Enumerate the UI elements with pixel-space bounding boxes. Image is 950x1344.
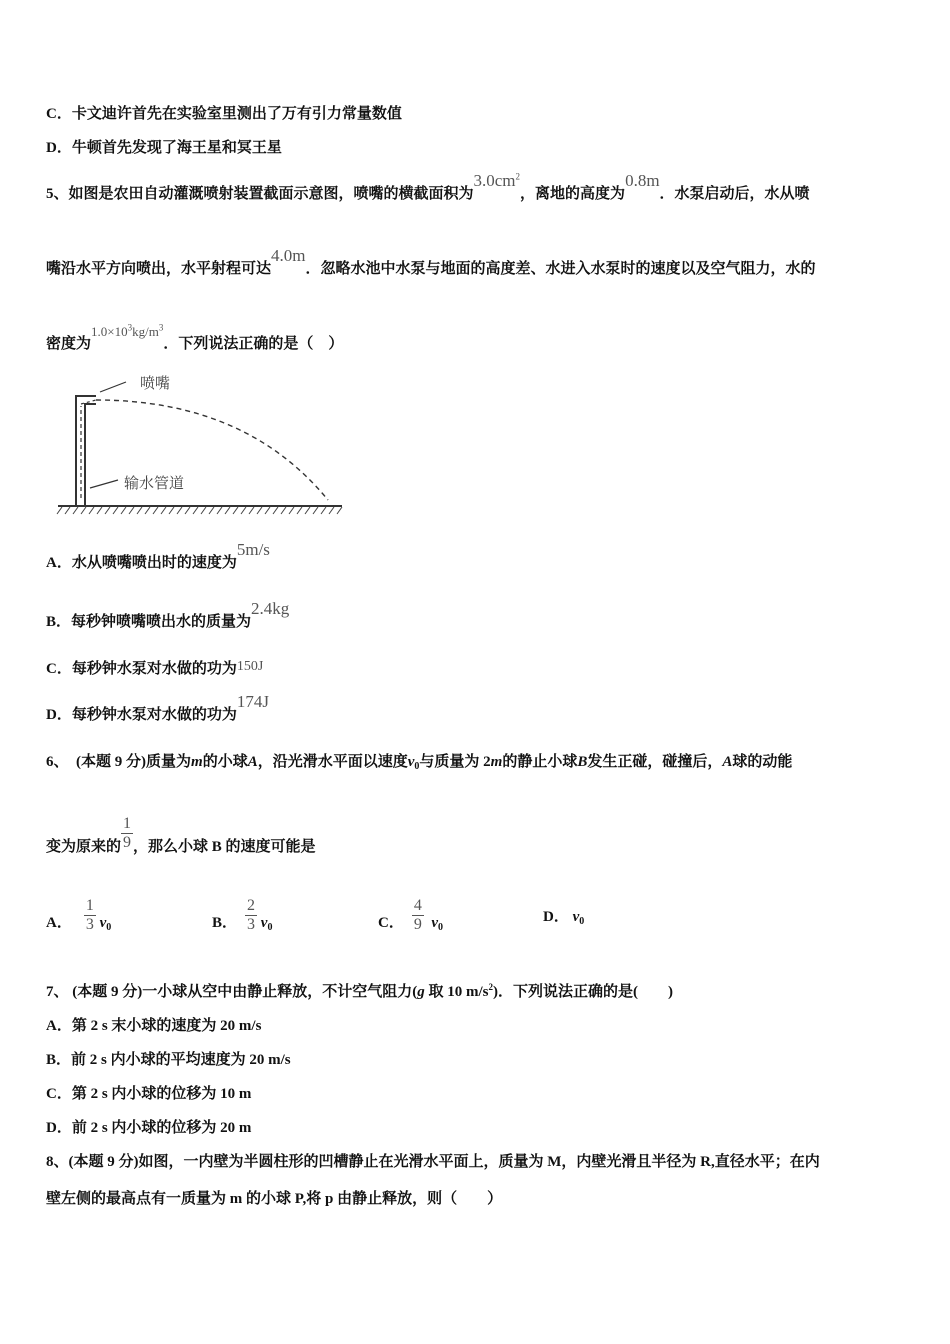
option-d-value: 174J [236, 692, 269, 711]
q5-option-a: A．水从喷嘴喷出时的速度为5m/s [46, 540, 270, 571]
q7-stem: 7、 (本题 9 分)一小球从空中由静止释放，不计空气阻力(g 取 10 $m/s^2$)．下列说法正确的是( ) [46, 982, 674, 1000]
nozzle-label: 喷嘴 [140, 374, 171, 392]
q4-option-d: D．牛顿首先发现了海王星和冥王星 [46, 140, 282, 156]
q5-stem-line3: 密度为$1.0\times 10^3kg/m^3$．下列说法正确的是（ ） [46, 322, 344, 352]
pipe-label: 输水管道 [124, 474, 185, 492]
q8-stem-line1: 8、(本题 9 分)如图，一内壁为半圆柱形的凹槽静止在光滑水平面上，质量为 M，内壁光滑且半径为 R,直径水平；在内 [46, 1154, 820, 1170]
option-c-value: 150J [236, 659, 264, 674]
q5-stem-line1: 5、如图是农田自动灌溉喷射装置截面示意图，喷嘴的横截面积为$3.0cm^2$，离地的高度为0.8m．水泵启动后，水从喷 [46, 171, 810, 202]
q7-option-a: A．第 2 s 末小球的速度为 20 m/s [46, 1018, 262, 1034]
q5-option-c: C．每秒钟水泵对水做的功为150J [46, 659, 264, 677]
q6-option-a: A． $\frac{1}{3}$ $v_0$ [46, 897, 112, 933]
area-value: $3.0cm^2$ [473, 171, 521, 190]
option-b-value: 2.4kg [251, 599, 290, 618]
option-a-value: 5m/s [236, 540, 270, 559]
height-value: 0.8m [625, 171, 660, 190]
q7-option-d: D．前 2 s 内小球的位移为 20 m [46, 1120, 252, 1136]
sprinkler-diagram [56, 368, 346, 518]
q8-stem-line2: 壁左侧的最高点有一质量为 m 的小球 P,将 p 由静止释放，则（ ） [46, 1191, 503, 1207]
q6-stem-line2: 变为原来的 $\frac{1}{9}$ ，那么小球 B 的速度可能是 [46, 815, 316, 855]
q5-stem-line2: 嘴沿水平方向喷出，水平射程可达4.0m．忽略水池中水泵与地面的高度差、水进入水泵时的速度以及空气阻力，水的 [46, 246, 816, 277]
q6-stem-line1: 6、 (本题 9 分)质量为m的小球A，沿光滑水平面以速度$v_0$与质量为 2m的静止小球B发生正碰，碰撞后，A球的动能 [46, 754, 793, 772]
range-value: 4.0m [271, 246, 306, 265]
q5-option-b: B．每秒钟喷嘴喷出水的质量为2.4kg [46, 599, 290, 630]
q6-option-c: C． $\frac{4}{9}$ $v_0$ [378, 897, 444, 933]
q4-option-c: C．卡文迪许首先在实验室里测出了万有引力常量数值 [46, 106, 402, 122]
density-value: $1.0\times 10^3kg/m^3$ [91, 322, 164, 339]
q7-option-b: B．前 2 s 内小球的平均速度为 20 m/s [46, 1052, 291, 1068]
q6-option-d: D． $v_0$ [543, 909, 585, 927]
fraction-one-ninth: $\frac{1}{9}$ [123, 815, 132, 851]
q7-option-c: C．第 2 s 内小球的位移为 10 m [46, 1086, 252, 1102]
q6-option-b: B． $\frac{2}{3}$ $v_0$ [212, 897, 273, 933]
q5-option-d: D．每秒钟水泵对水做的功为174J [46, 692, 269, 723]
